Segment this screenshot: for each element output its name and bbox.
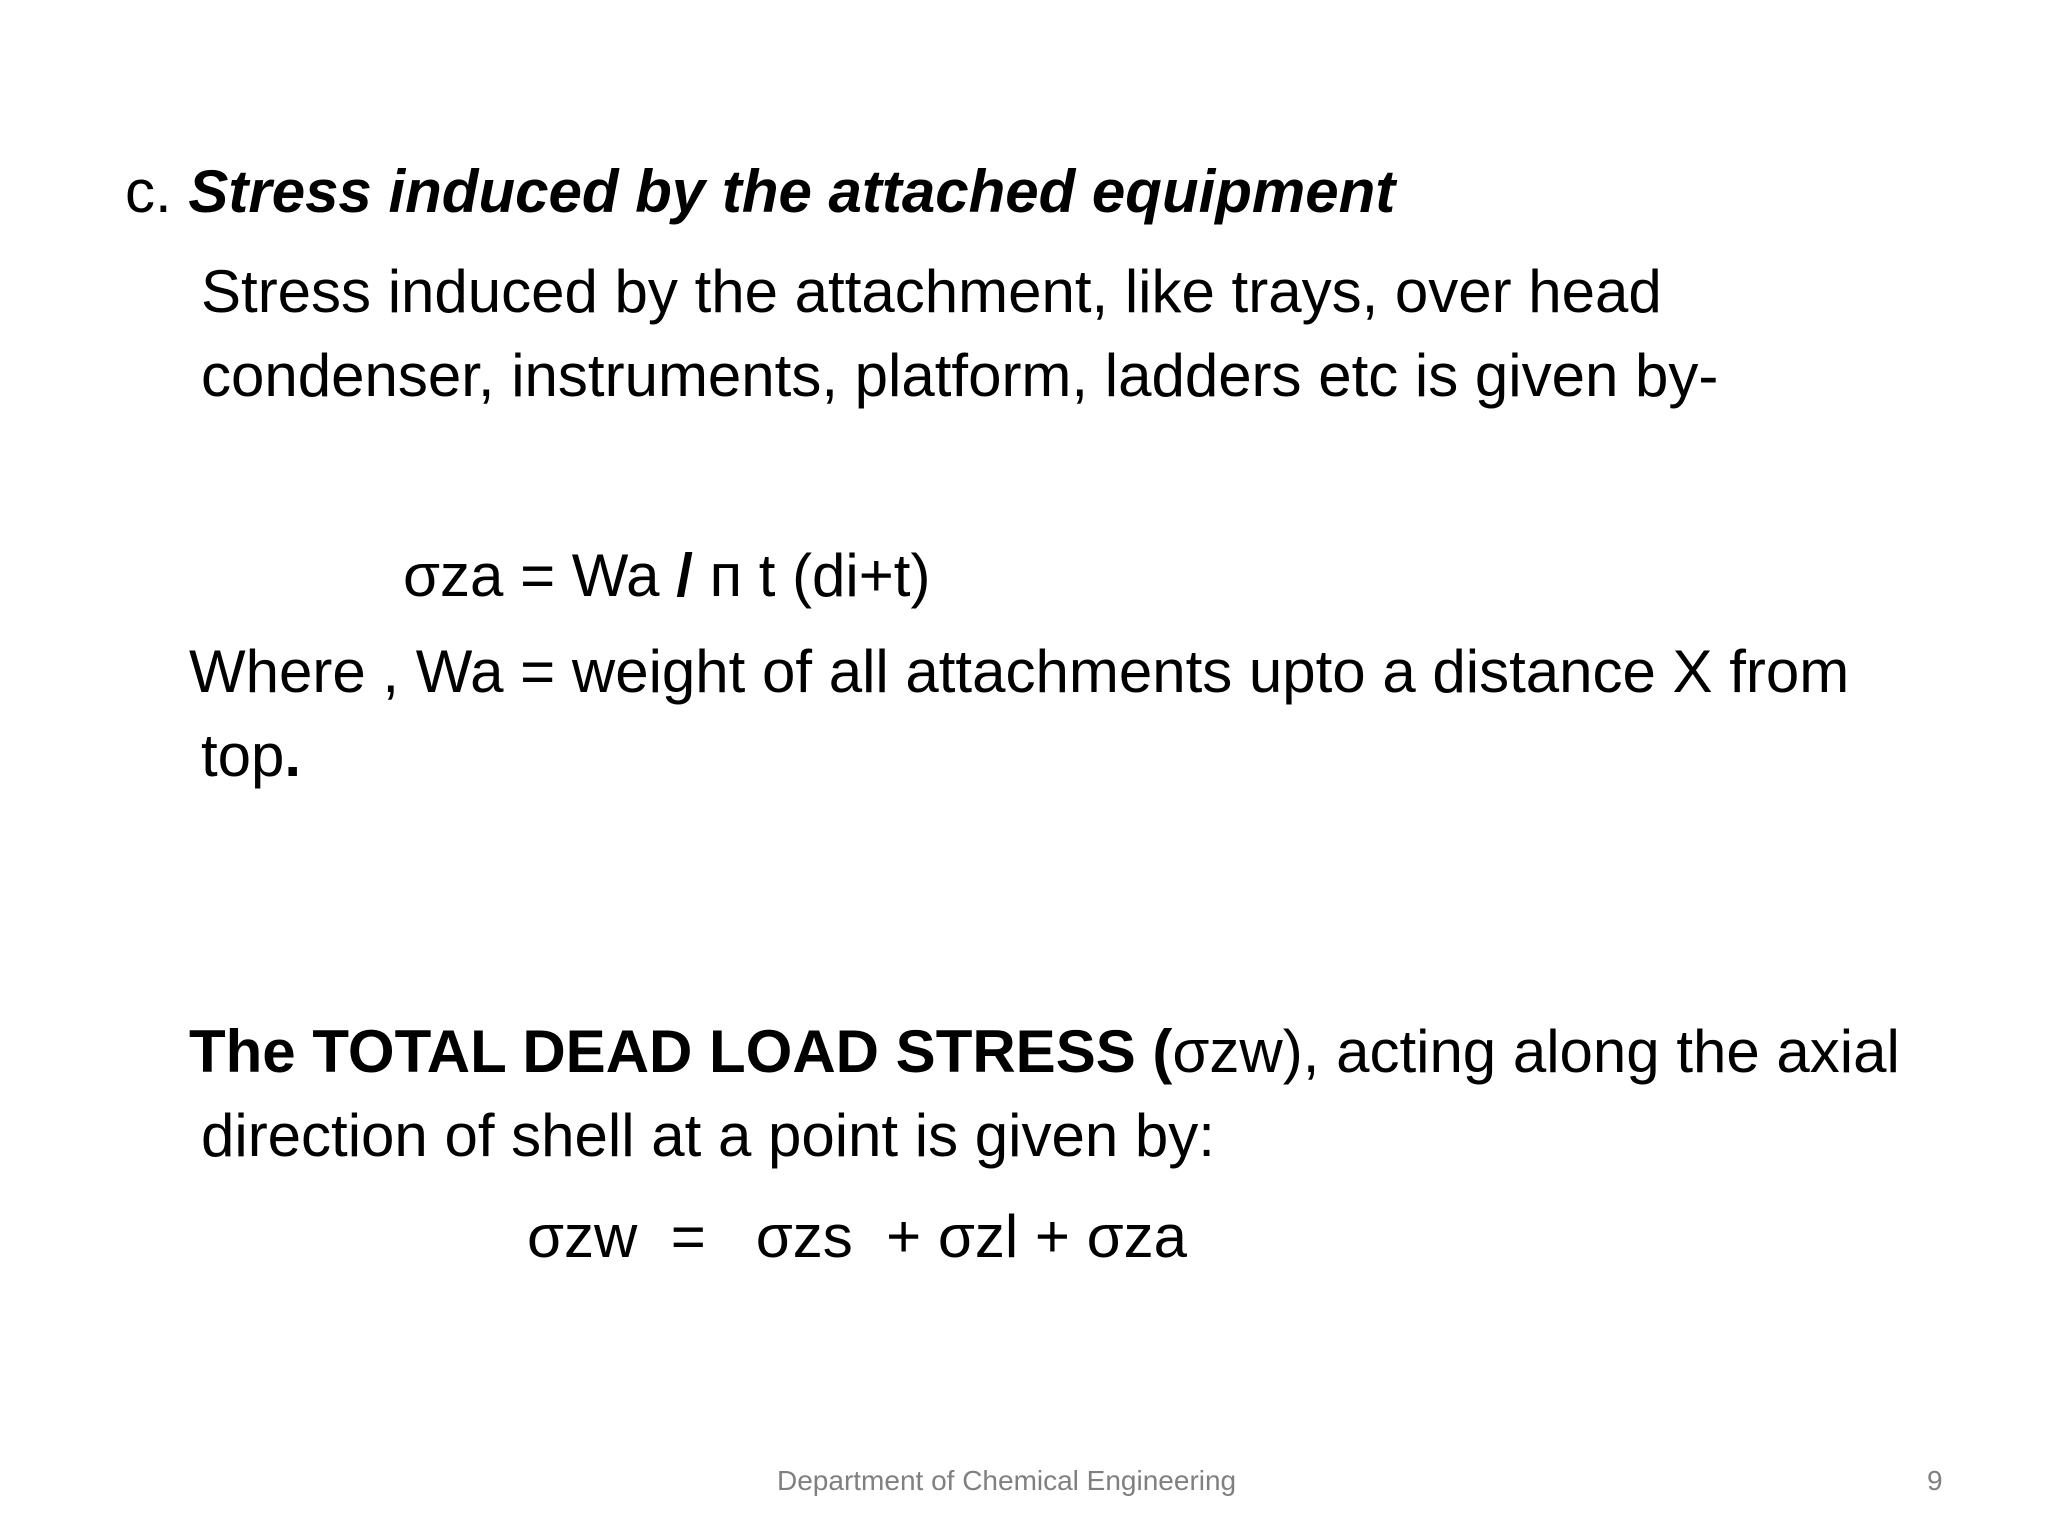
formula-slash: / <box>676 542 693 609</box>
formula-attachment-stress <box>403 542 931 609</box>
footer-department: Department of Chemical Engineering <box>777 1465 1237 1496</box>
where-line-2-period: . <box>284 722 302 789</box>
where-line-2-text: top <box>201 722 285 789</box>
total-rest: σzw), acting along the axial <box>1172 1018 1900 1085</box>
total-line-2: direction of shell at a point is given by: <box>201 1102 1215 1169</box>
intro-line-2: condenser, instruments, platform, ladders etc is given by- <box>201 342 1719 409</box>
heading-prefix: c. <box>125 158 189 225</box>
formula-total-stress: σzw = σzs + σzl + σza <box>527 1203 1187 1270</box>
total-bold-part: The TOTAL DEAD LOAD STRESS ( <box>189 1018 1173 1085</box>
heading-title: Stress induced by the attached equipment <box>188 158 1396 225</box>
section-heading <box>125 158 1396 225</box>
intro-line-1: Stress induced by the attachment, like trays, over head <box>201 258 1662 325</box>
where-line-2 <box>201 722 302 789</box>
formula-rhs: п t (di+t) <box>692 542 931 609</box>
where-line-1: Where , Wa = weight of all attachments upto a distance X from <box>189 638 1850 705</box>
formula-lhs: σza = Wa <box>403 542 677 609</box>
footer-page-number: 9 <box>1927 1465 1943 1496</box>
total-line-1 <box>189 1018 1900 1085</box>
